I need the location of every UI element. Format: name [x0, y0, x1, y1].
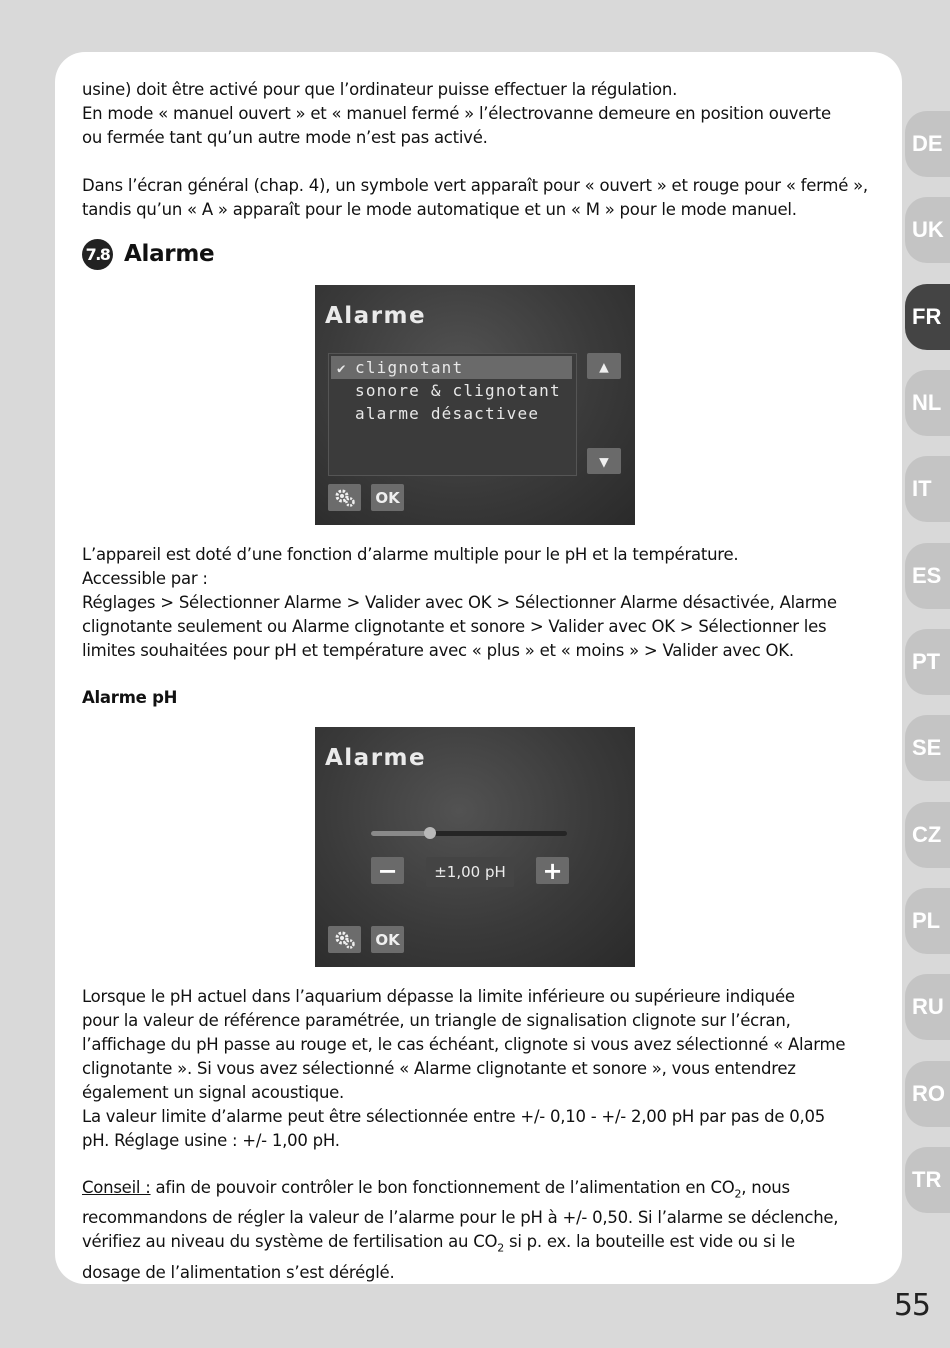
language-tab-de[interactable]: DE — [905, 111, 950, 177]
list-item[interactable] — [331, 402, 572, 425]
tip-line: recommandons de régler la valeur de l’alarme pour le pH à +/- 0,50. Si l’alarme se déclenche, — [82, 1208, 839, 1228]
language-tab-nl[interactable]: NL — [905, 370, 950, 436]
arrow-up-icon: ▲ — [599, 356, 609, 376]
plus-button[interactable]: + — [536, 857, 569, 884]
tip-line: dosage de l’alimentation s’est déréglé. — [82, 1262, 395, 1282]
list-item-selected[interactable] — [331, 356, 572, 379]
ph-alarm-description — [82, 985, 877, 1153]
list-item-label: clignotant — [355, 358, 464, 377]
intro-line: usine) doit être activé pour que l’ordinateur puisse effectuer la régulation. — [82, 80, 678, 99]
intro-paragraph — [82, 78, 877, 150]
language-tab-it[interactable]: IT — [905, 456, 950, 522]
text-line: Accessible par : — [82, 569, 208, 588]
check-icon: ✔ — [337, 361, 347, 377]
scroll-down-button[interactable] — [587, 448, 621, 474]
text-line: pH. Réglage usine : +/- 1,00 pH. — [82, 1131, 340, 1150]
list-item-label: sonore & clignotant — [355, 381, 561, 400]
settings-button[interactable] — [328, 484, 361, 511]
minus-button[interactable]: − — [371, 857, 404, 884]
intro-line: tandis qu’un « A » apparaît pour le mode automatique et un « M » pour le mode manuel. — [82, 200, 797, 219]
screen-title: Alarme — [325, 303, 427, 329]
gear-icon — [334, 488, 356, 508]
ph-alarm-value: ±1,00 pH — [426, 857, 514, 887]
tip-line: vérifiez au niveau du système de fertilisation au $CO_2$ si p. ex. la bouteille est vide ou si le — [82, 1232, 795, 1255]
text-line: Réglages > Sélectionner Alarme > Valider avec OK > Sélectionner Alarme désactivée, Alarme — [82, 593, 837, 612]
text-line: l’affichage du pH passe au rouge et, le cas échéant, clignote si vous avez sélectionné « Alarme — [82, 1035, 846, 1054]
page-number: 55 — [893, 1288, 930, 1323]
intro-line: ou fermée tant qu’un autre mode n’est pas activé. — [82, 128, 488, 147]
text-line: également un signal acoustique. — [82, 1083, 345, 1102]
language-tab-ro[interactable]: RO — [905, 1061, 950, 1127]
intro-line: Dans l’écran général (chap. 4), un symbole vert apparaît pour « ouvert » et rouge pour « fermé », — [82, 176, 868, 195]
text-line: clignotante ». Si vous avez sélectionné « Alarme clignotante et sonore », vous entendrez — [82, 1059, 796, 1078]
arrow-down-icon: ▼ — [599, 451, 609, 471]
alarm-description — [82, 543, 877, 663]
language-tab-uk[interactable]: UK — [905, 197, 950, 263]
tip-line: Conseil : afin de pouvoir contrôler le bon fonctionnement de l’alimentation en $CO_2$, nous — [82, 1178, 790, 1201]
subheading-alarme-ph: Alarme pH — [82, 688, 178, 707]
gear-icon — [334, 930, 356, 950]
intro-paragraph-2 — [82, 174, 877, 222]
language-tab-pl[interactable]: PL — [905, 888, 950, 954]
alarm-ph-screenshot — [315, 727, 635, 967]
language-tab-fr[interactable]: FR — [905, 284, 950, 350]
language-tab-se[interactable]: SE — [905, 715, 950, 781]
tip-label: Conseil : — [82, 1178, 151, 1197]
list-item-label: alarme désactivee — [355, 404, 540, 423]
intro-line: En mode « manuel ouvert » et « manuel fermé » l’électrovanne demeure en position ouverte — [82, 104, 831, 123]
text-line: Lorsque le pH actuel dans l’aquarium dépasse la limite inférieure ou supérieure indiquée — [82, 987, 795, 1006]
text-line: La valeur limite d’alarme peut être sélectionnée entre +/- 0,10 - +/- 2,00 pH par pas de 0,05 — [82, 1107, 825, 1126]
language-tab-tr[interactable]: TR — [905, 1147, 950, 1213]
ok-button[interactable]: OK — [371, 484, 404, 511]
alarm-options-list — [328, 353, 577, 476]
text-line: limites souhaitées pour pH et température avec « plus » et « moins » > Valider avec OK. — [82, 641, 794, 660]
text-line: L’appareil est doté d’une fonction d’alarme multiple pour le pH et la température. — [82, 545, 739, 564]
language-tab-es[interactable]: ES — [905, 543, 950, 609]
scroll-up-button[interactable] — [587, 353, 621, 379]
section-number-badge: 7.8 — [82, 239, 113, 270]
list-item[interactable] — [331, 379, 572, 402]
slider-handle[interactable] — [424, 827, 436, 839]
language-tab-ru[interactable]: RU — [905, 974, 950, 1040]
screen-title: Alarme — [325, 745, 427, 771]
section-heading — [82, 238, 214, 270]
section-title: Alarme — [124, 241, 215, 267]
language-tab-cz[interactable]: CZ — [905, 802, 950, 868]
text-line: pour la valeur de référence paramétrée, un triangle de signalisation clignote sur l’écran, — [82, 1011, 791, 1030]
tip-paragraph — [82, 1176, 877, 1285]
text-line: clignotante seulement ou Alarme clignotante et sonore > Valider avec OK > Sélectionner les — [82, 617, 827, 636]
alarm-slider[interactable] — [371, 831, 567, 836]
settings-button[interactable] — [328, 926, 361, 953]
slider-fill — [371, 831, 430, 836]
alarm-mode-screenshot — [315, 285, 635, 525]
ok-button[interactable]: OK — [371, 926, 404, 953]
language-tab-pt[interactable]: PT — [905, 629, 950, 695]
